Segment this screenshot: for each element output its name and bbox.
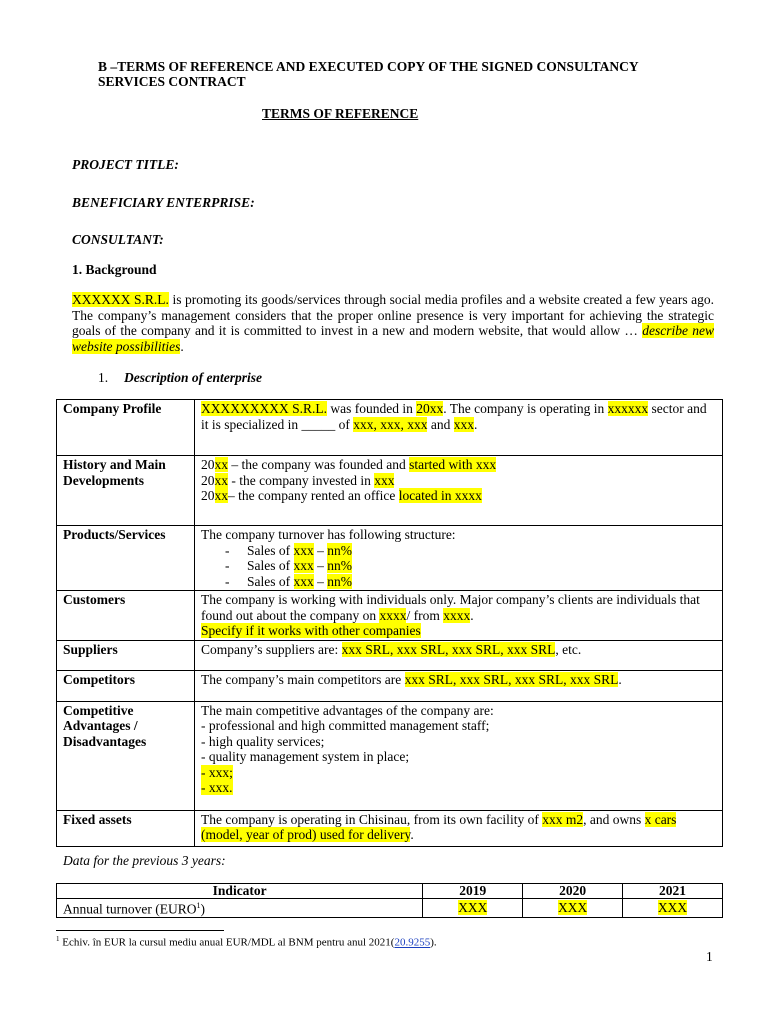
row-label: History and Main Developments [57,456,195,526]
row-label: Products/Services [57,526,195,591]
year-placeholder: xx [214,457,228,472]
page-number: 1 [706,949,713,964]
row-label: Competitive Advantages / Disadvantages [57,701,195,810]
text: , and owns [583,811,645,827]
bullet-dash: - [225,558,230,573]
year-placeholder: xx [214,472,228,488]
beneficiary-label: BENEFICIARY ENTERPRISE: [72,195,255,210]
placeholder: xxxx [443,607,471,623]
text: The company is operating in Chisinau, from its own facility of [201,811,543,827]
placeholder: xxxx [379,607,407,623]
product-placeholder: xxx [453,416,474,432]
table-row [57,591,723,641]
text: 20 [201,457,215,472]
footnote-end: ). [430,936,437,949]
list-item: - professional and high committed management staff; [201,718,490,733]
text: 20 [201,472,215,488]
specify-placeholder: Specify if it works with other companies [201,623,421,638]
row-value [195,810,723,846]
year-placeholder: 20xx [416,401,444,416]
text: – the company was founded and [228,457,410,472]
row-value [195,456,723,526]
placeholder: xxx [293,573,314,589]
history-line [201,473,716,489]
previous-years-caption: Data for the previous 3 years: [63,853,226,868]
heading-line-2: SERVICES CONTRACT [98,74,246,89]
bullet-dash: - [225,573,230,589]
column-header: 2020 [523,884,623,899]
percent-placeholder: nn% [327,542,352,558]
table-row [57,400,723,456]
text: Sales of [247,573,294,589]
placeholder: started with xxx [409,457,497,472]
products-placeholder: xxx, xxx, xxx [353,416,428,432]
placeholder: xxx [293,558,314,573]
indicator-table [56,883,723,918]
history-line [201,457,716,473]
row-label: Company Profile [57,400,195,456]
text: The company is working with individuals only. Major company’s clients are individuals that found out about the company on [201,592,700,623]
list-item [201,558,716,574]
placeholder: located in xxxx [398,488,482,503]
table-header-row [57,884,723,899]
background-end: . [180,338,184,354]
competitors-placeholder: xxx SRL, xxx SRL, xxx SRL, xxx SRL [404,671,619,687]
text: . [470,607,474,623]
exchange-rate-link[interactable]: 20.9255 [394,936,431,949]
indicator-label [57,899,423,918]
text: . [618,671,622,687]
enterprise-description-table [56,399,723,847]
list-item [201,574,716,590]
value-placeholder: XXX [657,899,688,915]
company-name-placeholder: XXXXXX S.R.L. [72,292,169,307]
terms-of-reference-title: TERMS OF REFERENCE [262,106,419,121]
table-row [57,526,723,591]
description-heading [98,370,262,386]
text: . [410,827,414,842]
text: – [313,558,328,573]
website-possibilities-placeholder: describe new website possibilities [72,323,714,354]
advantages-intro: The main competitive advantages of the company are: [201,702,494,718]
bullet-dash: - [225,542,230,558]
company-name-placeholder: XXXXXXXXX S.R.L. [201,401,328,416]
sector-placeholder: xxxxxx [607,401,649,416]
column-header: 2019 [423,884,523,899]
table-row [57,701,723,810]
document-heading [98,59,698,89]
text: Company’s suppliers are: [201,641,342,657]
text: was founded in [327,401,417,416]
value-placeholder: XXX [558,899,588,915]
row-value [195,526,723,591]
footnote-separator [56,930,224,931]
text: . The company is operating in [443,401,608,416]
text: 20 [201,488,215,503]
text: / from [406,607,444,623]
row-label: Suppliers [57,640,195,670]
table-row [57,810,723,846]
background-text: is promoting its goods/services through social media profiles and a website created a few years ago. The company’s management considers that the proper online presence is very important for achieving the strategic goals of the company and it is committed to invest in a new and modern website, that would allow … [72,292,714,338]
consultant-label: CONSULTANT: [72,232,164,247]
value-placeholder: XXX [458,899,488,915]
text: Sales of [247,558,294,573]
text: sector and it is specialized in _____ of [201,401,707,432]
history-line [201,488,716,504]
list-item: - high quality services; [201,733,325,749]
text: – [313,573,328,589]
placeholder: xxx [374,472,395,488]
row-value [195,400,723,456]
value-cell [523,899,623,918]
placeholder: xxx [293,542,314,558]
text: Annual turnover (EURO [63,901,197,917]
footnote-text: Echiv. în EUR la cursul mediu anual EUR/MDL al BNM pentru anul 2021( [59,936,395,949]
table-row [57,670,723,701]
description-number: 1. [98,370,109,385]
footnote [56,935,437,949]
row-value [195,640,723,670]
heading-line-1: B –TERMS OF REFERENCE AND EXECUTED COPY OF THE SIGNED CONSULTANCY [98,59,639,74]
table-row [57,456,723,526]
list-item-placeholder: - xxx; [201,764,233,780]
row-label: Competitors [57,670,195,701]
year-placeholder: xx [214,488,228,503]
background-heading: 1. Background [72,262,157,277]
table-row [57,640,723,670]
percent-placeholder: nn% [327,573,352,589]
column-header: Indicator [57,884,423,899]
text: . [473,416,478,432]
value-cell [623,899,723,918]
area-placeholder: xxx m2 [542,811,584,827]
text: , etc. [555,641,582,657]
text: – [313,542,328,558]
cars-placeholder: x cars (model, year of prod) used for delivery [201,811,677,842]
row-label: Fixed assets [57,810,195,846]
text: Sales of [247,542,294,558]
text: and [427,416,454,432]
text: The company’s main competitors are [201,671,405,687]
project-title-label: PROJECT TITLE: [72,157,179,172]
text: - the company invested in [228,472,375,488]
list-item: - quality management system in place; [201,749,410,764]
row-value [195,701,723,810]
suppliers-placeholder: xxx SRL, xxx SRL, xxx SRL, xxx SRL [341,641,556,657]
percent-placeholder: nn% [327,558,352,573]
text: ) [200,901,205,917]
background-paragraph [72,292,714,354]
column-header: 2021 [623,884,723,899]
products-intro: The company turnover has following structure: [201,527,456,542]
row-value [195,670,723,701]
list-item [201,543,716,559]
row-label: Customers [57,591,195,641]
list-item-placeholder: - xxx. [201,780,233,795]
value-cell [423,899,523,918]
table-row [57,899,723,918]
footnote-ref: 1 [196,901,201,910]
text: – the company rented an office [228,488,399,503]
footnote-number: 1 [56,935,60,943]
description-title: Description of enterprise [124,370,262,385]
row-value [195,591,723,641]
